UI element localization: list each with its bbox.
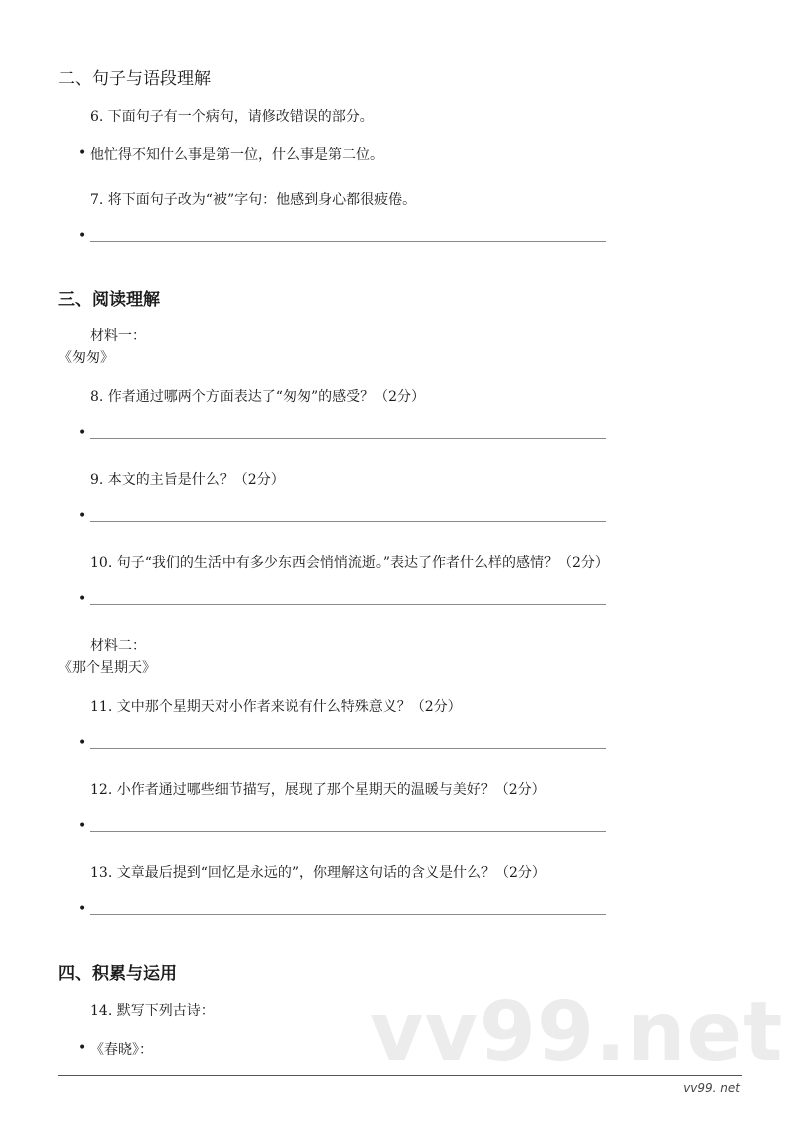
answer-line-7[interactable] [78, 228, 606, 244]
bullet-marker: • [78, 425, 87, 441]
material-2-label: 材料二： [90, 638, 146, 654]
material-1-label: 材料一： [90, 328, 146, 344]
question-9: 9. 本文的主旨是什么？（2分） [90, 472, 285, 488]
question-14: 14. 默写下列古诗： [90, 1003, 215, 1019]
answer-underline [90, 521, 606, 522]
watermark: vv99.net [370, 985, 784, 1080]
bullet-marker: • [78, 145, 87, 161]
question-10: 10. 句子“我们的生活中有多少东西会悄悄流逝。”表达了作者什么样的感情？（2分） [90, 555, 609, 571]
answer-line-12[interactable] [78, 818, 606, 834]
question-7: 7. 将下面句子改为“被”字句：他感到身心都很疲倦。 [90, 192, 417, 208]
answer-underline [90, 831, 606, 832]
answer-underline [90, 748, 606, 749]
question-11: 11. 文中那个星期天对小作者来说有什么特殊意义？（2分） [90, 699, 462, 715]
answer-line-11[interactable] [78, 735, 606, 751]
section-heading-4: 四、积累与运用 [58, 964, 177, 984]
answer-line-9[interactable] [78, 508, 606, 524]
question-13: 13. 文章最后提到“回忆是永远的”，你理解这句话的含义是什么？（2分） [90, 865, 546, 881]
answer-line-10[interactable] [78, 591, 606, 607]
section-heading-3: 三、阅读理解 [58, 290, 160, 310]
answer-line-8[interactable] [78, 425, 606, 441]
bullet-marker: • [78, 591, 87, 607]
bullet-marker: • [78, 508, 87, 524]
section-heading-2: 二、句子与语段理解 [58, 69, 211, 89]
answer-underline [90, 914, 606, 915]
bullet-marker: • [78, 735, 87, 751]
answer-line-13[interactable] [78, 901, 606, 917]
material-2-title: 《那个星期天》 [58, 660, 156, 676]
question-6: 6. 下面句子有一个病句，请修改错误的部分。 [90, 109, 374, 125]
question-12: 12. 小作者通过哪些细节描写，展现了那个星期天的温暖与美好？（2分） [90, 782, 546, 798]
bullet-marker: • [78, 901, 87, 917]
bullet-marker: • [78, 228, 87, 244]
question-6-sentence: 他忙得不知什么事是第一位，什么事是第二位。 [90, 147, 384, 163]
answer-underline [90, 241, 606, 242]
bullet-marker: • [78, 1040, 87, 1056]
footer-divider [58, 1075, 742, 1076]
footer-site-label: vv99. net [683, 1081, 740, 1095]
material-1-title: 《匆匆》 [58, 350, 114, 366]
answer-underline [90, 604, 606, 605]
question-8: 8. 作者通过哪两个方面表达了“匆匆”的感受？（2分） [90, 389, 426, 405]
bullet-marker: • [78, 818, 87, 834]
answer-underline [90, 438, 606, 439]
poem-item-chunxiao: 《春晓》： [90, 1042, 153, 1058]
